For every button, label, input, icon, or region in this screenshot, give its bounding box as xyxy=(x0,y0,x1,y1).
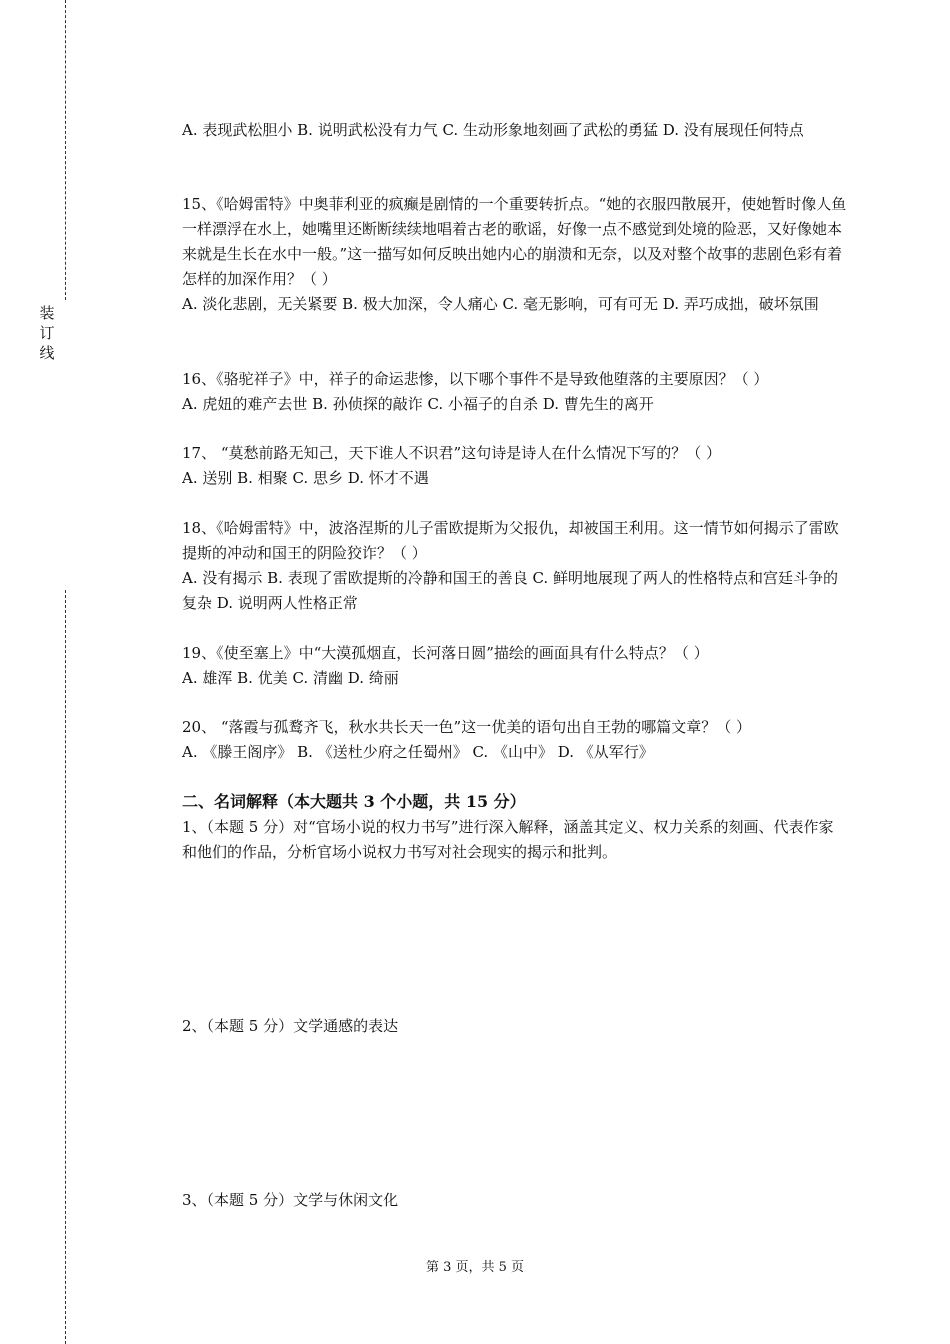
question-16 xyxy=(182,367,847,417)
binding-char: 装 xyxy=(39,304,55,322)
question-18 xyxy=(182,516,847,616)
question-stem: 16、《骆驼祥子》中，祥子的命运悲惨，以下哪个事件不是导致他堕落的主要原因？（ ） xyxy=(182,370,769,388)
binding-line-bottom xyxy=(65,590,66,1344)
binding-char: 线 xyxy=(39,344,55,362)
term-question-text: 3、（本题 5 分）文学与休闲文化 xyxy=(182,1191,399,1209)
question-options: A. 表现武松胆小 B. 说明武松没有力气 C. 生动形象地刻画了武松的勇猛 D. 没有展现任何特点 xyxy=(182,121,804,139)
question-stem: 18、《哈姆雷特》中，波洛涅斯的儿子雷欧提斯为父报仇，却被国王利用。这一情节如何揭示了雷欧提斯的冲动和国王的阴险狡诈？（ ） xyxy=(182,519,839,562)
question-options: A. 没有揭示 B. 表现了雷欧提斯的冷静和国王的善良 C. 鲜明地展现了两人的性格特点和宫廷斗争的复杂 D. 说明两人性格正常 xyxy=(182,569,838,612)
section-2-title: 二、名词解释（本大题共 3 个小题，共 15 分） xyxy=(182,792,526,811)
term-question-text: 2、（本题 5 分）文学通感的表达 xyxy=(182,1017,399,1035)
question-stem: 17、 “莫愁前路无知己，天下谁人不识君”这句诗是诗人在什么情况下写的？（ ） xyxy=(182,444,721,462)
term-question-text: 1、（本题 5 分）对“官场小说的权力书写”进行深入解释，涵盖其定义、权力关系的刻画、代表作家和他们的作品，分析官场小说权力书写对社会现实的揭示和批判。 xyxy=(182,818,834,861)
term-question-2 xyxy=(182,1014,847,1039)
question-15 xyxy=(182,192,847,317)
question-options: A. 虎妞的难产去世 B. 孙侦探的敲诈 C. 小福子的自杀 D. 曹先生的离开 xyxy=(182,395,654,413)
question-17 xyxy=(182,441,847,491)
question-stem: 20、 “落霞与孤鹜齐飞，秋水共长天一色”这一优美的语句出自王勃的哪篇文章？（ ） xyxy=(182,718,751,736)
question-19 xyxy=(182,641,847,691)
binding-label xyxy=(38,303,56,363)
question-20 xyxy=(182,715,847,765)
question-options: A. 《滕王阁序》 B. 《送杜少府之任蜀州》 C. 《山中》 D. 《从军行》 xyxy=(182,743,654,761)
page-footer: 第 3 页，共 5 页 xyxy=(425,1260,525,1275)
question-14-options-block xyxy=(182,118,847,143)
binding-char: 订 xyxy=(39,324,55,342)
question-options: A. 淡化悲剧，无关紧要 B. 极大加深，令人痛心 C. 毫无影响，可有可无 D. 弄巧成拙，破坏氛围 xyxy=(182,295,819,313)
question-options: A. 雄浑 B. 优美 C. 清幽 D. 绮丽 xyxy=(182,669,399,687)
question-stem: 19、《使至塞上》中“大漠孤烟直，长河落日圆”描绘的画面具有什么特点？（ ） xyxy=(182,644,709,662)
question-options: A. 送别 B. 相聚 C. 思乡 D. 怀才不遇 xyxy=(182,469,429,487)
term-question-1 xyxy=(182,815,847,865)
binding-line-top xyxy=(65,0,66,300)
question-stem: 15、《哈姆雷特》中奥菲利亚的疯癫是剧情的一个重要转折点。“她的衣服四散展开，使她暂时像人鱼一样漂浮在水上，她嘴里还断断续续地唱着古老的歌谣，好像一点不感觉到处境的险恶，又好像她本来就是生长在水中一般。”这一描写如何反映出她内心的崩溃和无奈，以及对整个故事的悲剧色彩有着怎样的加深作用？（ ） xyxy=(182,195,847,288)
term-question-3 xyxy=(182,1188,847,1213)
